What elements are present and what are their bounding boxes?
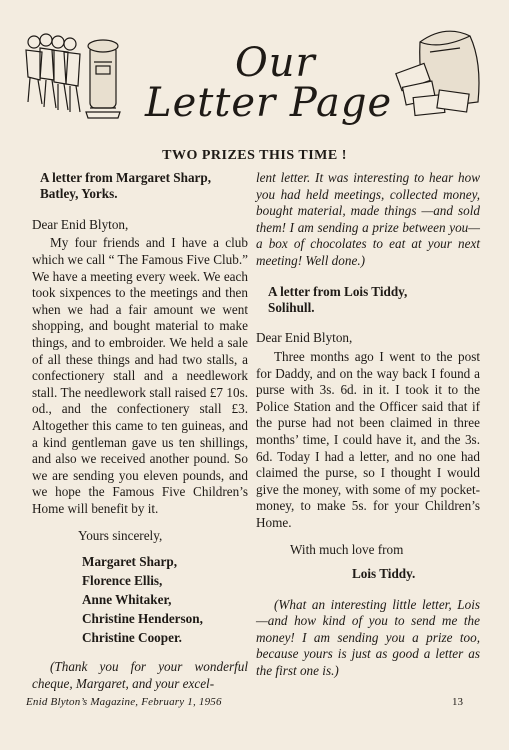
letter1-heading-line2: Batley, Yorks.: [40, 186, 118, 202]
letter1-heading-line1: A letter from Margaret Sharp,: [40, 170, 212, 185]
mailbag-letters-illustration: [390, 22, 490, 122]
reply1-text-start: (Thank you for your wonderful cheque, Margaret, and your excel-: [32, 659, 248, 691]
letter2-signer: Lois Tiddy.: [352, 566, 416, 582]
header-title-line2: Letter Page: [145, 80, 393, 126]
letter2-heading-line1: A letter from Lois Tiddy,: [268, 283, 408, 299]
signer-name: Anne Whitaker,: [82, 592, 172, 608]
letter1-signers: [32, 552, 248, 647]
signer-name: Christine Henderson,: [82, 611, 203, 627]
letter2-heading-line2: Solihull.: [268, 299, 315, 315]
letter-page-header: [20, 22, 490, 130]
signer-name: Margaret Sharp,: [82, 554, 177, 570]
letter2-closing: With much love from: [290, 541, 404, 557]
letter1-closing: Yours sincerely,: [78, 527, 163, 543]
signer-name: Florence Ellis,: [82, 573, 163, 589]
reply2-text: (What an interesting little letter, Lois—and how kind of you to send me the money! I am sending you a prize too, because yours is just as good a letter as the first one is.): [256, 596, 480, 679]
page-subtitle: TWO PRIZES THIS TIME !: [162, 148, 347, 163]
letter2-salutation: Dear Enid Blyton,: [256, 330, 353, 346]
reply1-text-end: lent letter. It was interesting to hear how you had held meetings, collected money, bought material, made things —and sold them! I am sending a prize between you—a box of chocolates to eat at your next meeting! Well done.): [256, 170, 480, 268]
left-column: [32, 170, 248, 692]
magazine-footer: Enid Blyton’s Magazine, February 1, 1956: [26, 696, 222, 708]
signer-name: Christine Cooper.: [82, 630, 182, 646]
right-column: [256, 170, 480, 680]
children-postbox-illustration: [20, 32, 140, 127]
letter1-salutation: Dear Enid Blyton,: [32, 216, 129, 232]
letter1-body: My four friends and I have a club which we call “ The Famous Five Club.” We have a meeting every week. We each took sixpences to the meetings and then when we had a fair amount we went shopping, and bought material to make things, and to embroider. We held a sale of all these things and had two stalls, a confectionery stall and a needlework stall. The needlework stall raised £7 10s. od., and the confectionery stall £3. Altogether this came to ten guineas, and a kind gentleman gave us ten shillings, and also we received another pound. So we are sending you eleven pounds, and we hope the Famous Five Children’s Home will benefit by it.: [32, 235, 248, 516]
header-title-line1: Our: [235, 40, 316, 86]
letter2-body: Three months ago I went to the post for Daddy, and on the way back I found a purse with 3s. 6d. in it. I took it to the Police Station and the Officer said that if the purse had not been claimed in three months’ time, I could have it, and the 3s. 6d. Today I had a letter, and no one had claimed the purse, so I thought I would give the money, with some of my pocket-money, to make 5s. for your Children’s Home.: [256, 348, 480, 530]
page-number: 13: [452, 696, 463, 708]
